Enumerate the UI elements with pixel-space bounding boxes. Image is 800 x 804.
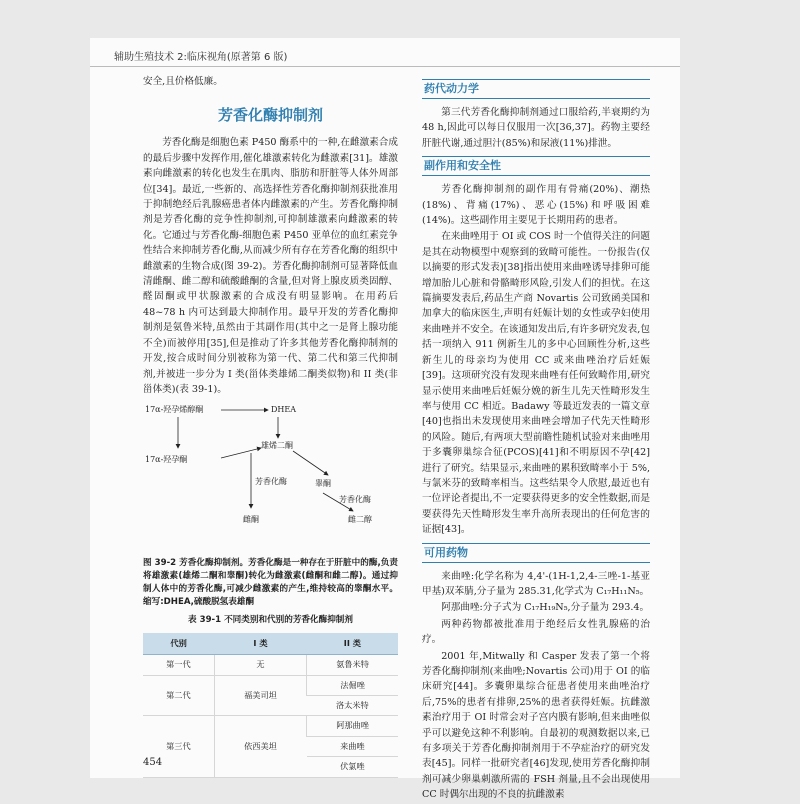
label-dhea: DHEA bbox=[271, 405, 297, 415]
table-cell: 法倔唑 bbox=[307, 675, 398, 695]
aromatase-table bbox=[143, 633, 398, 778]
table-cell: 无 bbox=[214, 655, 307, 675]
label-estrone: 雌酮 bbox=[243, 515, 259, 525]
label-aromatase-1: 芳香化酶 bbox=[255, 477, 287, 487]
subheading-side-effects: 副作用和安全性 bbox=[422, 156, 650, 176]
label-17oh-preg: 17α-羟孕烯醇酮 bbox=[145, 405, 204, 415]
table-cell: 依西美坦 bbox=[214, 716, 307, 777]
running-header: 辅助生殖技术 2:临床视角(原著第 6 版) bbox=[114, 52, 288, 63]
table-header-class1: I 类 bbox=[214, 633, 307, 655]
body-paragraph: 2001 年,Mitwally 和 Casper 发表了第一个将芳香化酶抑制剂(来曲唑;Novartis 公司)用于 OI 的临床研究[44]。多囊卵巢综合征患者使用来曲唑治疗后,75%的患者有排卵,25%的患者获得妊娠。抗雌激素治疗用于 OI 时常会对子宫内膜有影响,但来曲唑似乎可以避免这种不利影响。自最初的观测数据以来,已有多项关于芳香化酶抑制剂用于不孕症治疗的研究发表[45]。同样一批研究者[46]发现,使用芳香化酶抑制剂可减少卵巢刺激所需的 FSH 剂量,且不会出现使用 CC 时偶尔出现的不良的抗雌激素 bbox=[422, 650, 650, 801]
subheading-available-drugs: 可用药物 bbox=[422, 543, 650, 563]
label-androstenedione: 雄烯二酮 bbox=[261, 441, 293, 451]
body-paragraph: 芳香化酶抑制剂的副作用有骨痛(20%)、潮热(18%)、背痛(17%)、恶心(15%)和呼吸困难(14%)。这些副作用主要见于长期用药的患者。 bbox=[422, 184, 650, 227]
table-cell: 来曲唑 bbox=[307, 736, 398, 756]
table-row bbox=[143, 655, 398, 675]
table-header-class2: II 类 bbox=[307, 633, 398, 655]
figure-39-2 bbox=[143, 403, 398, 553]
table-cell: 第一代 bbox=[143, 655, 214, 675]
arrow-to-testosterone bbox=[293, 451, 328, 475]
body-paragraph: 来曲唑:化学名称为 4,4'-(1H-1,2,4-三唑-1-基亚甲基)双苯腈,分子量为 285.31,化学式为 C₁₇H₁₁N₅。 bbox=[422, 570, 650, 597]
table-cell: 氨鲁米特 bbox=[307, 655, 398, 675]
label-testosterone: 睾酮 bbox=[315, 479, 331, 489]
body-paragraph: 两种药物都被批准用于绝经后女性乳腺癌的治疗。 bbox=[422, 618, 650, 646]
table-cell: 第三代 bbox=[143, 716, 214, 777]
left-column bbox=[143, 74, 398, 778]
right-column bbox=[422, 74, 650, 804]
label-17oh-prog: 17α-羟孕酮 bbox=[145, 455, 188, 465]
intro-line: 安全,且价格低廉。 bbox=[143, 76, 223, 87]
table-row bbox=[143, 716, 398, 736]
table-caption: 表 39-1 不同类别和代别的芳香化酶抑制剂 bbox=[188, 615, 353, 626]
body-paragraph: 芳香化酶是细胞色素 P450 酶系中的一种,在雌激素合成的最后步骤中发挥作用,催化雄激素转化为雌激素[31]。雄激素向雌激素的转化也发生在肌肉、脂肪和肝脏等人体外周部位[34]。最近,一些新的、高选择性芳香化酶抑制剂获批准用于抑制绝经后乳腺癌患者体内雌激素的产生。芳香化酶抑制剂是芳香化酶的竞争性抑制剂,可抑制雄激素向雌激素的转化。它通过与芳香化酶-细胞色素 P450 亚单位的血红素竞争性结合来抑制芳香化酶,从而减少所有存在芳香化酶的组织中雌激素的生物合成(图 39-2)。芳香化酶抑制剂可显著降低血清雌酮、雌二醇和硫酸雌酮的含量,但对肾上腺皮质类固醇、醛固酮或甲状腺激素的合成没有明显影响。在用药后 48~78 h 内可达到最大抑制作用。最早开发的芳香化酶抑制剂是氨鲁米特,虽然由于其副作用(其中之一是肾上腺功能不全)而被停用[35],但是推动了许多其他芳香化酶抑制剂的开发,按合成时间分别被称为第一代、第二代和第三代抑制剂,并被进一步分为 I 类(甾体类雄烯二酮类似物)和 II 类(非甾体类)(表 39-1)。 bbox=[143, 137, 398, 395]
label-aromatase-2: 芳香化酶 bbox=[339, 495, 371, 505]
subheading-pharmacokinetics: 药代动力学 bbox=[422, 79, 650, 99]
section-title: 芳香化酶抑制剂 bbox=[217, 106, 323, 125]
figure-caption: 图 39-2 芳香化酶抑制剂。芳香化酶是一种存在于肝脏中的酶,负责将雄激素(雄烯二酮和睾酮)转化为雌激素(雌酮和雌二醇)。通过抑制人体中的芳香化酶,可减少雌激素的产生,维持较高的睾酮水平。缩写:DHEA,硫酸脱氢表雄酮 bbox=[143, 558, 398, 608]
header-divider bbox=[90, 66, 680, 67]
page-number: 454 bbox=[143, 757, 163, 768]
table-cell: 伏氯唑 bbox=[307, 757, 398, 777]
body-paragraph: 在来曲唑用于 OI 或 COS 时一个值得关注的问题是其在动物模型中观察到的致畸可能性。一份报告(仅以摘要的形式发表)[38]指出使用来曲唑诱导排卵可能增加胎儿心脏和骨骼畸形风险,引发人们的担忧。在这篇摘要发表后,药品生产商 Novartis 公司致函美国和加拿大的临床医生,声明有妊娠计划的女性或孕妇使用来曲唑并不安全。在该通知发出后,有许多研究发表,包括一项纳入 911 例新生儿的多中心回顾性分析,这些新生儿的母亲均为使用 CC 或来曲唑治疗后妊娠[39]。这项研究没有发现来曲唑有任何致畸作用,研究显示使用来曲唑后妊娠分娩的新生儿先天性畸形发生率与使用 CC 相近。Badawy 等最近发表的一篇文章[40]也指出未发现使用来曲唑会增加子代先天性畸形的风险。随后,有两项大型前瞻性随机试验对来曲唑用于多囊卵巢综合征(PCOS)[41]和不明原因不孕[42]进行了研究。结果显示,来曲唑的累积致畸率小于 5%,与氯米芬的致畸率相当。这些结果令人欣慰,最近也有一位评论者提出,不一定要获得更多的安全性数据,而是要获得先天性畸形发生率升高所表现出的任何危害的证据[43]。 bbox=[422, 231, 650, 536]
table-row bbox=[143, 675, 398, 695]
table-cell: 福美司坦 bbox=[214, 675, 307, 716]
table-cell: 第二代 bbox=[143, 675, 214, 716]
body-paragraph: 第三代芳香化酶抑制剂通过口服给药,半衰期约为 48 h,因此可以每日仅服用一次[36,37]。药物主要经肝脏代谢,通过胆汁(85%)和尿液(11%)排泄。 bbox=[422, 107, 650, 149]
book-page bbox=[90, 38, 680, 801]
table-cell: 洛太米特 bbox=[307, 695, 398, 715]
arrow-to-androstenedione bbox=[221, 448, 261, 458]
body-paragraph: 阿那曲唑:分子式为 C₁₇H₁₉N₅,分子量为 293.4。 bbox=[441, 602, 650, 614]
label-estradiol: 雌二醇 bbox=[348, 515, 372, 525]
table-header-gen: 代别 bbox=[143, 633, 214, 655]
table-cell: 阿那曲唑 bbox=[307, 716, 398, 736]
